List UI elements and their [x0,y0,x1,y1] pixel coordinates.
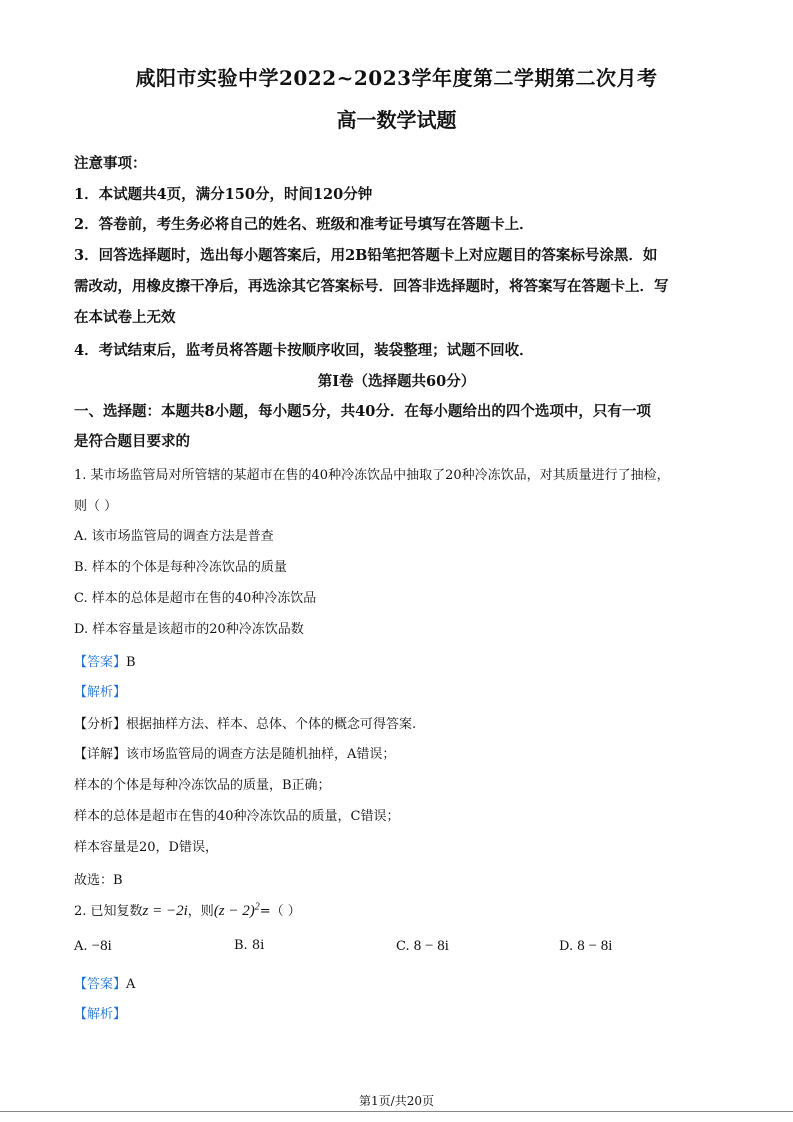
option-letter: D. [559,939,574,954]
q2-stem [74,900,301,920]
exam-subtitle: 高一数学试题 [336,108,457,132]
notice-item: 需改动，用橡皮擦干净后，再选涂其它答案标号．回答非选择题时，将答案写在答题卡上．写 [74,278,669,295]
answer-tag: 【答案】 [74,655,127,670]
q1-solution-line: 样本容量是20，D错误， [74,840,218,855]
answer-tag: 【答案】 [74,977,127,992]
q1-option-d: D. 样本容量是该超市的20种冷冻饮品数 [74,622,304,637]
q2-z-expression: z = −2i [142,903,188,919]
q1-solution-line: 样本的总体是超市在售的40种冷冻饮品的质量，C错误； [74,809,400,824]
footer-divider [0,1111,793,1112]
q2-option-b [234,938,264,953]
section-instruction: 是符合题目要求的 [74,433,190,450]
option-value: 8 − 8i [413,938,449,954]
option-value: −8i [91,938,112,954]
q2-stem-prefix: 2. 已知复数 [74,904,143,919]
notice-item: 3．回答选择题时，选出每小题答案后，用2B铅笔把答题卡上对应题目的答案标号涂黑．如 [74,247,658,264]
exam-title: 咸阳市实验中学2022~2023学年度第二学期第二次月考 [135,66,658,90]
option-value: 8 − 8i [577,938,613,954]
q2-expression: (z − 2) [213,903,255,919]
q1-option-b: B. 样本的个体是每种冷冻饮品的质量 [74,560,287,575]
q1-answer [74,651,136,670]
q1-stem: 1. 某市场监管局对所管辖的某超市在售的40种冷冻饮品中抽取了20种冷冻饮品，对其质量进行了抽检， [74,468,670,483]
q2-analysis-tag: 【解析】 [74,1007,127,1022]
notice-heading: 注意事项： [74,155,147,172]
option-letter: A. [74,939,88,954]
fenxi-text: 根据抽样方法、样本、总体、个体的概念可得答案. [126,717,417,732]
q1-solution-line: 样本的个体是每种冷冻饮品的质量，B正确； [74,778,331,793]
q1-option-c: C. 样本的总体是超市在售的40种冷冻饮品 [74,591,317,606]
q1-analysis-tag: 【解析】 [74,685,127,700]
option-value: 8i [251,938,265,953]
fenxi-tag: 【分析】 [74,717,127,732]
q1-solution-line: 故选：B [74,873,123,888]
option-letter: B. [234,938,248,953]
notice-item: 1．本试题共4页，满分150分，时间120分钟 [74,186,373,203]
notice-item: 2．答卷前，考生务必将自己的姓名、班级和准考证号填写在答题卡上． [74,216,534,233]
q1-fenxi [74,713,416,732]
notice-item: 在本试卷上无效 [74,309,176,326]
answer-value: B [126,655,136,670]
section-heading: 第Ⅰ卷（选择题共60分） [317,373,476,390]
q1-stem: 则（ ） [74,499,118,514]
q2-answer [74,973,135,992]
xiangjie-tag: 【详解】 [74,747,127,762]
xiangjie-text: 该市场监管局的调查方法是随机抽样，A错误； [126,747,396,762]
page-footer: 第1页/共20页 [359,1094,434,1108]
notice-item: 4．考试结束后，监考员将答题卡按顺序收回，装袋整理；试题不回收． [74,342,534,359]
section-instruction: 一、选择题：本题共8小题，每小题5分，共40分．在每小题给出的四个选项中，只有一项 [74,403,651,420]
option-letter: C. [396,939,410,954]
answer-value: A [126,977,136,992]
q1-option-a: A. 该市场监管局的调查方法是普查 [74,529,274,544]
q2-exponent: 2 [254,901,260,913]
q2-stem-suffix: =（ ） [259,904,301,919]
q1-xiangjie [74,743,395,762]
q2-option-a [74,938,112,955]
q2-option-d [559,938,612,955]
q2-option-c [396,938,449,955]
q2-stem-mid: ，则 [187,904,214,919]
